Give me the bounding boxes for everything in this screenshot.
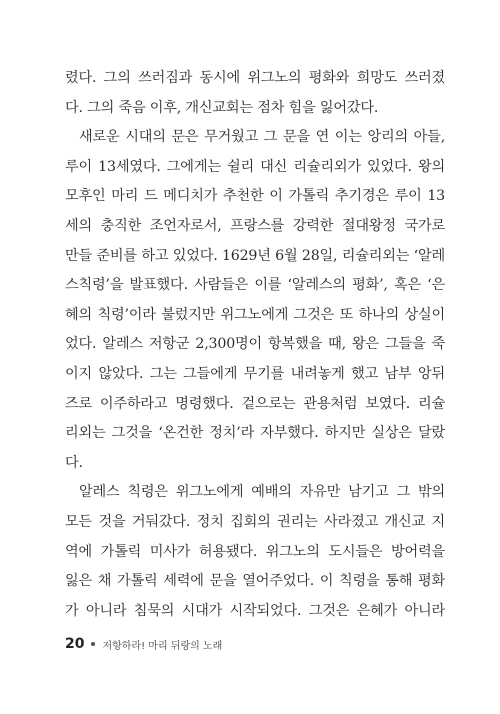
text-line: 혜의 칙령’이라 불렀지만 위그노에게 그것은 또 하나의 상실이	[65, 306, 445, 323]
text-line: 잃은 채 가톨릭 세력에 문을 열어주었다. 이 칙령을 통해 평화	[65, 573, 445, 590]
text-line: 세의 충직한 조언자로서, 프랑스를 강력한 절대왕정 국가로	[65, 217, 445, 234]
text-line: 즈로 이주하라고 명령했다. 겉으로는 관용처럼 보였다. 리슐	[65, 395, 445, 412]
text-line: 모든 것을 거둬갔다. 정치 집회의 권리는 사라졌고 개신교 지	[65, 513, 445, 530]
bullet-dot-icon	[91, 642, 95, 646]
page-footer	[65, 634, 222, 654]
text-line: 었다. 알레스 저항군 2,300명이 항복했을 때, 왕은 그들을 죽	[65, 336, 445, 353]
running-title: 저항하라! 마리 뒤랑의 노래	[102, 640, 223, 652]
page-number: 20	[65, 636, 85, 652]
text-line: 스칙령’을 발표했다. 사람들은 이를 ‘알레스의 평화’, 혹은 ‘은	[65, 277, 445, 294]
body-text	[65, 64, 445, 626]
text-line: 만들 준비를 하고 있었다. 1629년 6월 28일, 리슐리외는 ‘알레	[65, 247, 445, 264]
text-line: 루이 13세였다. 그에게는 쉴리 대신 리슐리외가 있었다. 왕의	[65, 158, 445, 175]
text-line: 알레스 칙령은 위그노에게 예배의 자유만 남기고 그 밖의	[79, 484, 445, 501]
text-line: 다.	[65, 454, 83, 471]
text-line: 다. 그의 죽음 이후, 개신교회는 점차 힘을 잃어갔다.	[65, 99, 379, 116]
text-line: 모후인 마리 드 메디치가 추천한 이 가톨릭 추기경은 루이 13	[65, 188, 445, 205]
text-line: 렸다. 그의 쓰러짐과 동시에 위그노의 평화와 희망도 쓰러졌	[65, 70, 445, 86]
text-line: 가 아니라 침묵의 시대가 시작되었다. 그것은 은혜가 아니라	[65, 602, 445, 619]
text-line: 새로운 시대의 문은 무거웠고 그 문을 연 이는 앙리의 아들,	[79, 129, 445, 146]
text-line: 리외는 그것을 ‘온건한 정치’라 자부했다. 하지만 실상은 달랐	[65, 425, 445, 442]
text-line: 역에 가톨릭 미사가 허용됐다. 위그노의 도시들은 방어력을	[65, 543, 445, 560]
text-line: 이지 않았다. 그는 그들에게 무기를 내려놓게 했고 남부 앙뒤	[65, 365, 445, 382]
